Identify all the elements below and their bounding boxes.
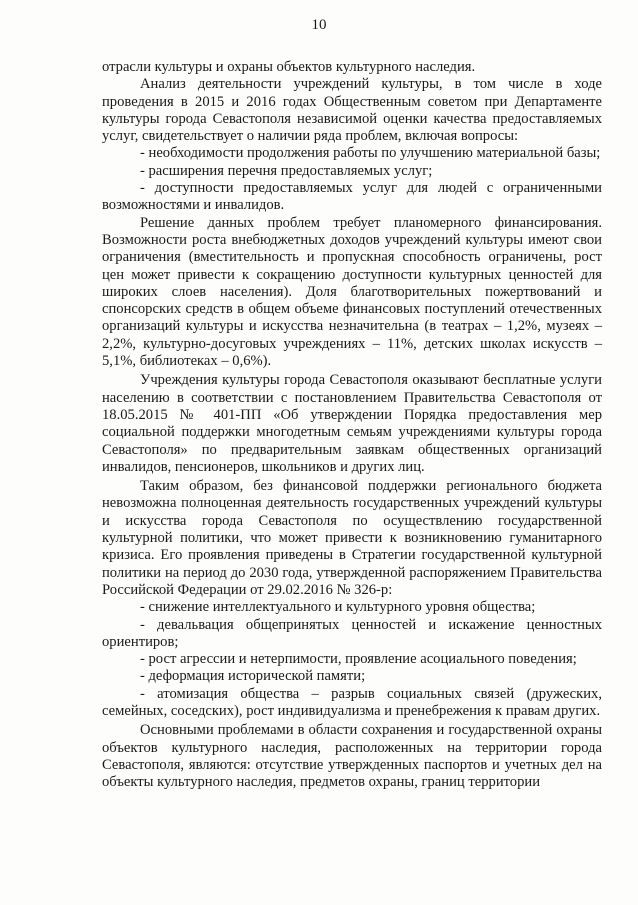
paragraph: - доступности предоставляемых услуг для людей с ограниченными возможностями и инвалидов. [102, 180, 602, 214]
paragraph: - снижение интеллектуального и культурного уровня общества; [140, 599, 536, 616]
paragraph: Основными проблемами в области сохранения и государственной охраны объектов культурного наследия, расположенных на территории города Севастополя, являются: отсутствие утвержденных паспортов и учетных дел на объекты культурного наследия, предметов охраны, границ территории [102, 722, 602, 791]
paragraph: - деформация исторической памяти; [140, 668, 366, 685]
page-number: 10 [311, 17, 327, 33]
paragraph: Решение данных проблем требует планомерного финансирования. Возможности роста внебюджетных доходов учреждений культуры имеют свои ограничения (вместительность и пропускная способность ограничены, рост цен может привести к сокращению доступности культурных ценностей для широких слоев населения). Доля благотворительных пожертвований и спонсорских средств в общем объеме финансовых поступлений отечественных организаций культуры и искусства незначительна (в театрах – 1,2%, музеях – 2,2%, культурно-досуговых учреждениях – 11%, детских школах искусств – 5,1%, библиотеках – 0,6%). [102, 214, 602, 370]
paragraph: отрасли культуры и охраны объектов культурного наследия. [102, 59, 476, 75]
paragraph: Анализ деятельности учреждений культуры, в том числе в ходе проведения в 2015 и 2016 годах Общественным советом при Департаменте культуры города Севастополя независимой оценки качества предоставляемых услуг, свидетельствует о наличии ряда проблем, включая вопросы: [102, 76, 602, 145]
paragraph: - необходимости продолжения работы по улучшению материальной базы; [140, 145, 601, 162]
paragraph: - рост агрессии и нетерпимости, проявление асоциального поведения; [140, 651, 577, 668]
paragraph: - расширения перечня предоставляемых услуг; [140, 162, 433, 179]
paragraph: Таким образом, без финансовой поддержки регионального бюджета невозможна полноценная деятельность государственных учреждений культуры и искусства города Севастополя по осуществлению государственной культурной политики, что может привести к возникновению гуманитарного кризиса. Его проявления приведены в Стратегии государственной культурной политики на период до 2030 года, утвержденной распоряжением Правительства Российской Федерации от 29.02.2016 № 326-р: [102, 478, 602, 598]
document-body [102, 59, 602, 791]
paragraph: - атомизация общества – разрыв социальных связей (дружеских, семейных, соседских), рост индивидуализма и пренебрежения к правам других. [102, 685, 602, 719]
paragraph: Учреждения культуры города Севастополя оказывают бесплатные услуги населению в соответствии с постановлением Правительства Севастополя от 18.05.2015 № 401-ПП «Об утверждении Порядка предоставления мер социальной поддержки многодетным семьям учреждениями культуры города Севастополя» по предварительным заявкам общественных организаций инвалидов, пенсионеров, школьников и других лиц. [102, 372, 602, 475]
paragraph: - девальвация общепринятых ценностей и искажение ценностных ориентиров; [102, 616, 602, 650]
